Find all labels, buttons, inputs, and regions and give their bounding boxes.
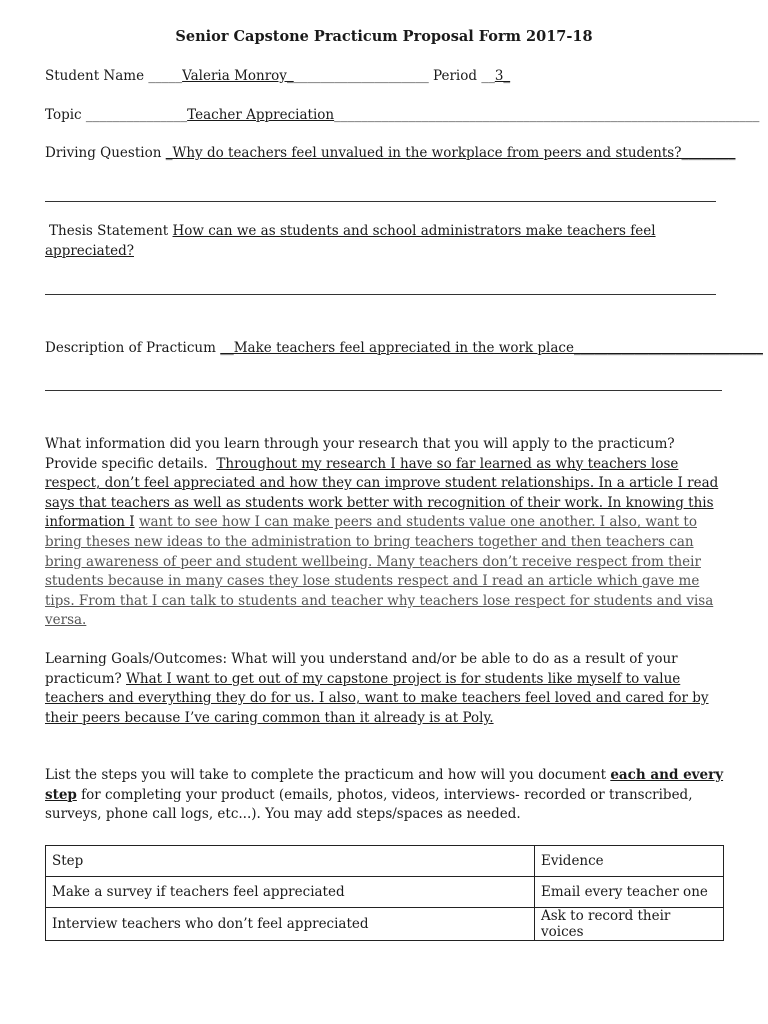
student-name-line (45, 68, 510, 84)
evidence-cell[interactable]: Ask to record their voices (535, 908, 724, 941)
step-cell[interactable]: Make a survey if teachers feel appreciated (46, 877, 535, 908)
driving-question-value[interactable]: _Why do teachers feel unvalued in the workplace from peers and students?________ (165, 145, 736, 161)
evidence-cell[interactable]: Email every teacher one (535, 877, 724, 908)
goals-question: Learning Goals/Outcomes: What will you understand and/or be able to do as a result of your practicum? (45, 651, 678, 687)
thesis-blank-line (45, 294, 716, 295)
thesis-value-line2[interactable]: appreciated? (45, 243, 134, 259)
table-header-row (46, 846, 724, 877)
driving-question-line (45, 145, 735, 161)
period-value[interactable]: 3_ (494, 68, 511, 84)
steps-intro (45, 766, 725, 825)
description-blank-line (45, 390, 722, 391)
thesis-value-line1[interactable]: How can we as students and school administrators make teachers feel (172, 223, 656, 239)
table-row (46, 877, 724, 908)
research-answer-part1[interactable]: Throughout my research I have so far learned as why teachers lose respect, don’t feel appreciated and how they can improve student relationships. In a article I read says that teachers as well as students work better with recognition of their work. In knowing this information I (45, 455, 719, 531)
student-name-value[interactable]: Valeria Monroy_ (182, 68, 294, 84)
description-value[interactable]: __Make teachers feel appreciated in the work place____________________________ (220, 340, 763, 356)
description-line (45, 340, 763, 356)
driving-question-blank-line (45, 201, 716, 202)
step-cell[interactable]: Interview teachers who don’t feel appreciated (46, 908, 535, 941)
steps-intro-after: for completing your product (emails, photos, videos, interviews- recorded or transcribed, surveys, phone call logs, etc...). You may add steps/spaces as needed. (45, 786, 693, 823)
topic-line (45, 107, 759, 123)
steps-intro-emphasis: each and every step (45, 767, 724, 803)
period-blank-pre: __ (481, 68, 495, 84)
topic-value[interactable]: Teacher Appreciation (187, 107, 335, 123)
goals-section (45, 650, 725, 728)
steps-table (45, 845, 724, 941)
research-question: What information did you learn through your research that you will apply to the practicum? Provide specific details. (45, 436, 675, 472)
step-header: Step (46, 846, 535, 877)
student-name-blank-post: ____________________ (293, 68, 429, 84)
evidence-header: Evidence (535, 846, 724, 877)
topic-blank-pre: _______________ (85, 107, 188, 123)
thesis-line-2 (45, 243, 134, 259)
form-title: Senior Capstone Practicum Proposal Form 2017-18 (175, 28, 593, 45)
research-section (45, 435, 725, 631)
topic-blank-post: _______________________________________________________________ (334, 107, 760, 123)
thesis-line (45, 223, 656, 239)
research-answer-part2[interactable]: want to see how I can make peers and students value one another. I also, want to bring theses new ideas to the administration to bring teachers together and then teachers can bring awareness of peer and student wellbeing. Many teachers don’t receive respect from their students because in many cases they lose students respect and I read an article which gave me tips. From that I can talk to students and teacher why teachers lose respect for students and visa versa. (45, 514, 714, 629)
student-name-label: Student Name (45, 68, 145, 84)
table-row (46, 908, 724, 941)
student-name-blank-pre: _____ (148, 68, 183, 84)
thesis-label: Thesis Statement (49, 223, 169, 239)
topic-label: Topic (45, 107, 82, 123)
driving-question-label: Driving Question (45, 145, 162, 161)
description-label: Description of Practicum (45, 340, 216, 356)
steps-intro-before: List the steps you will take to complete the practicum and how will you document (45, 767, 607, 783)
period-label: Period (433, 68, 478, 84)
goals-answer[interactable]: What I want to get out of my capstone project is for students like myself to value teachers and everything they do for us. I also, want to make teachers feel loved and cared for by their peers because I’ve caring common than it already is at Poly. (45, 670, 709, 726)
